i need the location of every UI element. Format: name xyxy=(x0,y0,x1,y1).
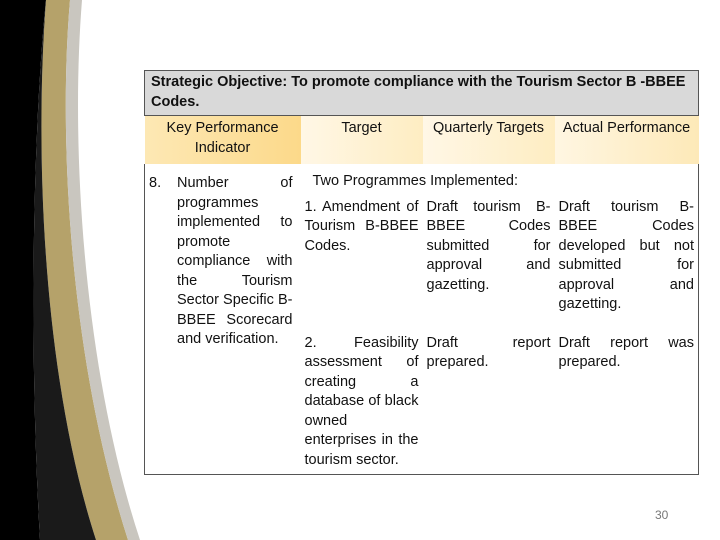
actual-performance-cell: Draft tourism B-BBEE Codes developed but not submitted for approval and gazetting. xyxy=(555,198,699,334)
quarterly-target-cell: Draft tourism B-BBEE Codes submitted for approval and gazetting. xyxy=(423,198,555,334)
header-row xyxy=(145,116,699,165)
quarterly-target-cell: Draft report prepared. xyxy=(423,334,555,475)
decorative-side-band xyxy=(0,0,140,540)
kpi-description: Number of programmes implemented to promote compliance with the Tourism Sector Specific B-BBEE Scorecard and verification. xyxy=(177,175,293,347)
summary-row xyxy=(145,164,699,198)
kpi-number: 8. xyxy=(149,175,162,191)
objective-row xyxy=(145,71,699,116)
target-cell: 2. Feasibility assessment of creating a database of black owned enterprises in the tourism sector. xyxy=(301,334,423,475)
header-kpi: Key Performance Indicator xyxy=(145,116,301,165)
kpi-cell xyxy=(145,164,301,475)
kpi-table xyxy=(144,70,699,475)
page-number: 30 xyxy=(655,508,669,522)
header-target: Target xyxy=(301,116,423,165)
header-actual-performance: Actual Performance xyxy=(555,116,699,165)
target-cell: 1. Amendment of Tourism B-BBEE Codes. xyxy=(301,198,423,334)
actual-performance-cell: Draft report was prepared. xyxy=(555,334,699,475)
strategic-objective: Strategic Objective: To promote compliance with the Tourism Sector B -BBEE Codes. xyxy=(145,71,699,116)
header-quarterly-targets: Quarterly Targets xyxy=(423,116,555,165)
programmes-summary: Two Programmes Implemented: xyxy=(301,164,699,198)
